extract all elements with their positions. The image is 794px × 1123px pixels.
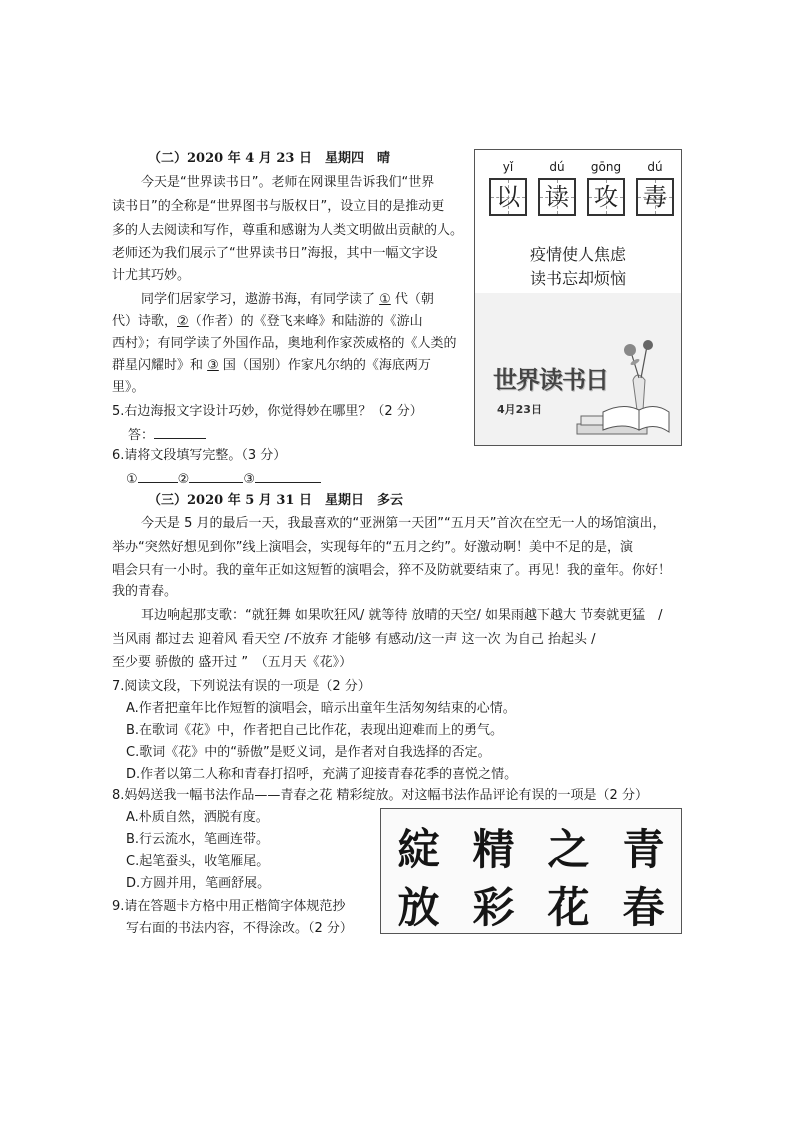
question-5: 5.右边海报文字设计巧妙，你觉得妙在哪里？（2 分） [112, 404, 423, 419]
question-7-option-b[interactable]: B.在歌词《花》中，作者把自己比作花，表现出迎难而上的勇气。 [126, 723, 504, 738]
open-book-illustration [573, 390, 673, 440]
blank-label-1: ① [126, 472, 138, 487]
fill-blank-1[interactable] [138, 470, 178, 483]
blank-label-3: ③ [243, 472, 255, 487]
text: 代）诗歌， [112, 314, 178, 329]
question-7-option-a[interactable]: A.作者把童年比作短暂的演唱会，暗示出童年生活匆匆结束的心情。 [126, 701, 516, 716]
section3-paragraph-line: 今天是 5 月的最后一天，我最喜欢的“亚洲第一天团”“五月天”首次在空无一人的场馆演出， [141, 516, 666, 531]
poster-slogan-2: 读书忘却烦恼 [529, 269, 626, 288]
section2-heading: （二）2020 年 4 月 23 日 星期四 晴 [148, 151, 390, 166]
question-8-option-d[interactable]: D.方圆并用，笔画舒展。 [126, 876, 271, 891]
text: 同学们居家学习，遨游书海，有同学读了 [141, 292, 380, 307]
calligraphy-artwork [380, 808, 682, 934]
question-6: 6.请将文段填写完整。（3 分） [112, 448, 287, 463]
calligraphy-char: 春 [622, 883, 665, 932]
lyrics-line: 耳边响起那支歌：“就狂舞 如果吹狂风/ 就等待 放晴的天空/ 如果雨越下越大 节奏就更猛 / [141, 608, 663, 623]
question-7-option-d[interactable]: D.作者以第二人称和青春打招呼，充满了迎接青春花季的喜悦之情。 [126, 767, 518, 782]
blank-label-2: ② [177, 472, 190, 487]
question-8-option-a[interactable]: A.朴质自然，洒脱有度。 [126, 810, 269, 825]
answer-blank[interactable] [154, 426, 206, 439]
poster-char: 读 [545, 183, 569, 211]
lyrics-line: 至少要 骄傲的 盛开过 ” （五月天《花》） [112, 655, 353, 670]
calligraphy-char: 綻 [397, 825, 440, 874]
poster-char-box-2 [538, 178, 576, 216]
pinyin-3: gōng [590, 160, 622, 174]
text: 国（国别）作家凡尔纳的《海底两万 [218, 358, 431, 373]
question-9-line: 9.请在答题卡方格中用正楷简字体规范抄 [112, 899, 346, 914]
question-7-option-c[interactable]: C.歌词《花》中的“骄傲”是贬义词，是作者对自我选择的否定。 [126, 745, 491, 760]
calligraphy-char: 之 [547, 825, 590, 874]
question-8-option-b[interactable]: B.行云流水，笔画连带。 [126, 832, 270, 847]
question-8: 8.妈妈送我一幅书法作品——青春之花 精彩绽放。对这幅书法作品评论有误的一项是（2 分） [112, 788, 648, 803]
poster-char: 毒 [643, 183, 667, 211]
section2-reading-line: 里》。 [112, 380, 145, 395]
text: （作者）的《登飞来峰》和陆游的《游山 [188, 314, 423, 329]
section2-reading-line [112, 358, 431, 374]
text: 群星闪耀时》和 [112, 358, 208, 373]
question-6-blanks-row [126, 470, 321, 488]
world-book-day-poster [474, 149, 682, 446]
poster-title: 世界读书日 [493, 366, 608, 394]
section3-heading: （三）2020 年 5 月 31 日 星期日 多云 [148, 493, 403, 508]
lyrics-line: 当风雨 都过去 迎着风 看天空 /不放弃 才能够 有感动/这一声 这一次 为自己 抬起头 / [112, 632, 596, 647]
poster-char-box-4 [636, 178, 674, 216]
question-9-line: 写右面的书法内容，不得涂改。（2 分） [126, 921, 353, 936]
answer-label: 答： [128, 428, 155, 443]
section2-reading-line: 西村》；有同学读了外国作品，奥地利作家茨威格的《人类的 [112, 336, 457, 351]
blank-marker-2: ② [177, 314, 189, 329]
calligraphy-char: 花 [547, 883, 590, 932]
pinyin-4: dú [647, 160, 663, 174]
section3-paragraph-line: 举办“突然好想见到你”线上演唱会，实现每年的“五月之约”。好激动啊！美中不足的是，演 [112, 540, 633, 555]
section2-reading-line [112, 314, 423, 330]
calligraphy-char: 精 [472, 825, 515, 874]
calligraphy-row-2 [381, 875, 681, 935]
question-7: 7.阅读文段，下列说法有误的一项是（2 分） [112, 679, 371, 694]
question-5-answer-row [128, 426, 206, 444]
pinyin-2: dú [549, 160, 565, 174]
fill-blank-2[interactable] [189, 470, 243, 483]
poster-slogan-1: 疫情使人焦虑 [529, 245, 626, 264]
calligraphy-row-1 [381, 817, 681, 877]
section2-paragraph-line: 今天是“世界读书日”。老师在网课里告诉我们“世界 [141, 175, 435, 190]
pinyin-1: yǐ [502, 160, 514, 174]
poster-char-box-1 [489, 178, 527, 216]
poster-date: 4月23日 [497, 403, 542, 416]
section2-paragraph-line: 老师还为我们展示了“世界读书日”海报，其中一幅文字设 [112, 246, 438, 261]
poster-char: 攻 [594, 183, 618, 211]
section3-paragraph-line: 唱会只有一小时。我的童年正如这短暂的演唱会，猝不及防就要结束了。再见！我的童年。你好！ [112, 563, 672, 578]
question-8-option-c[interactable]: C.起笔蚕头，收笔雁尾。 [126, 854, 270, 869]
poster-header-area [475, 150, 681, 293]
blank-marker-3: ③ [207, 358, 219, 373]
fill-blank-3[interactable] [255, 470, 321, 483]
blank-marker-1: ① [379, 292, 391, 307]
section2-paragraph-line: 多的人去阅读和写作，尊重和感谢为人类文明做出贡献的人。 [112, 223, 464, 238]
calligraphy-char: 彩 [472, 883, 515, 932]
text: 代（朝 [390, 292, 434, 307]
section2-reading-line [141, 292, 434, 308]
calligraphy-char: 青 [622, 825, 665, 874]
poster-char-box-3 [587, 178, 625, 216]
section2-paragraph-line: 计尤其巧妙。 [112, 268, 191, 283]
calligraphy-char: 放 [397, 883, 440, 932]
poster-char: 以 [496, 183, 520, 211]
section2-paragraph-line: 读书日”的全称是“世界图书与版权日”，设立目的是推动更 [112, 199, 445, 214]
section3-paragraph-line: 我的青春。 [112, 584, 178, 599]
